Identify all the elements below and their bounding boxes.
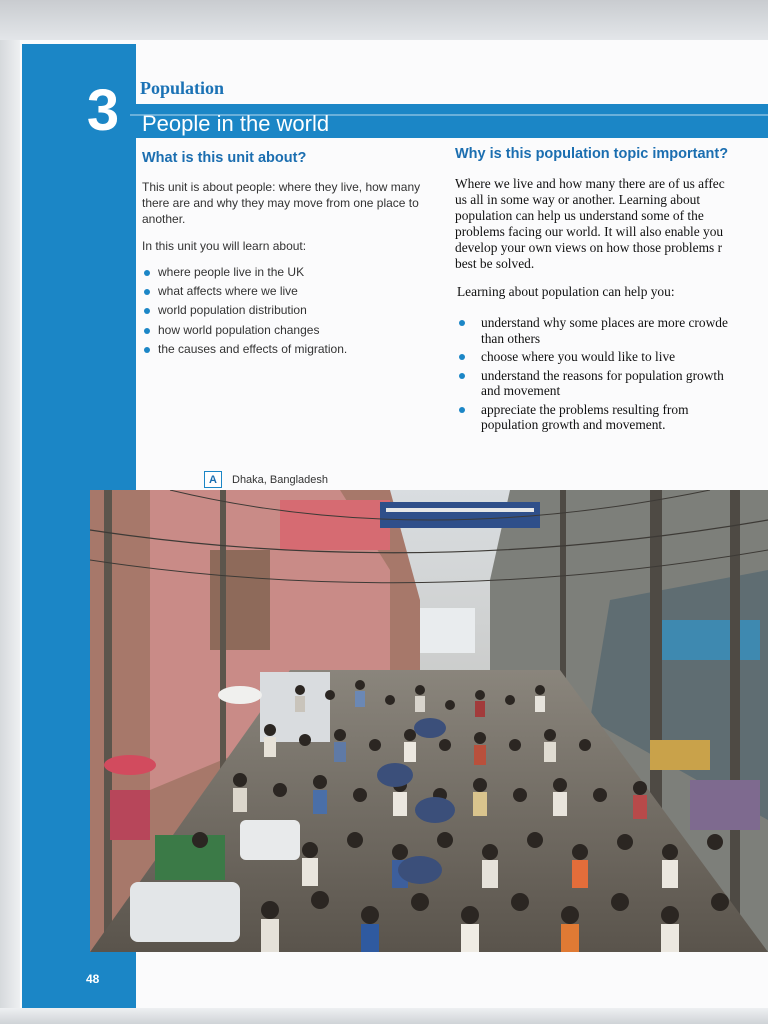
list-item-text: what affects where we live [158,284,298,299]
list-item-text: appreciate the problems resulting from population growth and movement. [481,401,689,432]
figure-label [204,471,328,488]
list-item-text: how world population changes [158,322,320,337]
unit-label: Population [140,78,225,98]
textbook-page [0,40,768,1012]
section-heading-topic-important: Why is this population topic important? [455,146,729,162]
figure-caption: Dhaka, Bangladesh [232,473,329,486]
street-photo [90,490,768,952]
crowded-street-illustration [90,490,768,952]
list-item-text: where people live in the UK [158,265,305,279]
bullet-icon [144,347,150,353]
list-item [142,301,432,320]
list-item [457,349,768,365]
topic-importance-text: Where we live and how many there are of us affec us all in some way or another. Learning about population can help us understand some of the problems facing our world. It will also enable you develop your own views on how those problems r best be solved. [455,176,725,271]
list-item [457,315,768,346]
bullet-icon [459,407,465,413]
list-item-text: choose where you would like to live [481,349,676,364]
unit-number: 3 [86,78,120,143]
list-item-text: the causes and effects of migration. [158,341,348,356]
page-number: 48 [86,972,100,986]
unit-title: People in the world [142,111,330,136]
learn-list [142,263,432,359]
bullet-icon [459,354,465,360]
help-intro-text: Learning about population can help you: [457,284,675,299]
scan-shadow-bottom [0,1008,768,1024]
list-item [142,321,432,340]
list-item-text: world population distribution [158,303,307,318]
figure-letter: A [204,471,222,488]
bullet-icon [144,289,150,295]
unit-intro-text: This unit is about people: where they live, how many there are and why they may move from one place to another. [142,180,421,226]
bullet-icon [144,328,150,334]
list-item [457,402,768,433]
list-item [142,340,432,359]
list-item-text: understand the reasons for population growth and movement [481,367,724,398]
list-item [142,282,432,301]
page-binding-edge [0,40,20,1012]
learn-intro-text: In this unit you will learn about: [142,239,307,253]
list-item [142,263,432,282]
list-item-text: understand why some places are more crowde than others [481,315,728,346]
section-heading-unit-about: What is this unit about? [142,150,307,166]
list-item [457,368,768,399]
bullet-icon [459,320,465,326]
bullet-icon [144,270,150,276]
help-list [457,315,768,436]
bullet-icon [459,373,465,379]
bullet-icon [144,308,150,314]
scan-shadow-top [0,0,768,40]
